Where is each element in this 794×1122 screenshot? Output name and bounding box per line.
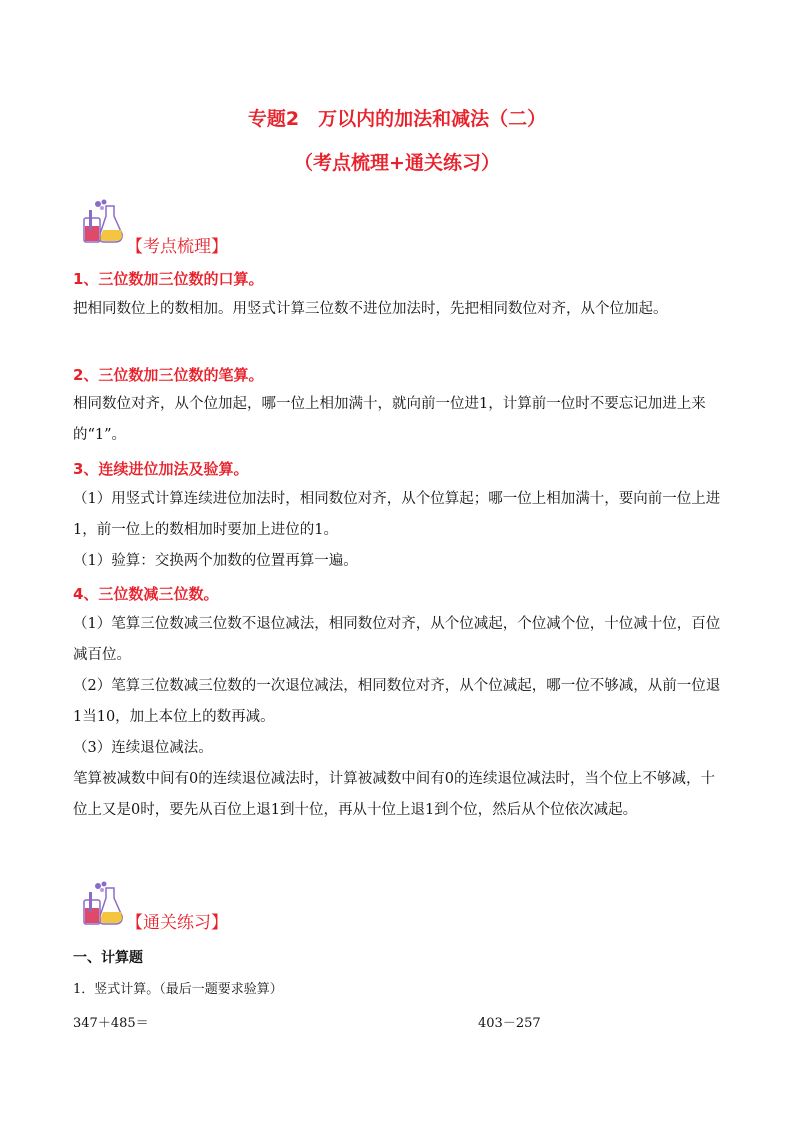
exercise-problem: 403－257 <box>478 1016 541 1031</box>
point-heading: 3、连续进位加法及验算。 <box>73 460 249 478</box>
lab-flask-icon <box>80 198 124 244</box>
point-text: （1）笔算三位数减三位数不退位减法，相同数位对齐，从个位减起，个位减个位，十位减十位，百位减百位。 <box>73 616 721 663</box>
point-heading: 1、三位数加三位数的口算。 <box>73 270 264 288</box>
point-text: 相同数位对齐，从个位加起，哪一位上相加满十，就向前一位进1，计算前一位时不要忘记加进上来的“1”。 <box>73 396 706 443</box>
exercise-section-heading: 一、计算题 <box>73 950 143 966</box>
section-label-kaodian: 【考点梳理】 <box>126 237 228 257</box>
point-text: 笔算被减数中间有0的连续退位减法时，计算被减数中间有0的连续退位减法时，当个位上不够减，十位上又是0时，要先从百位上退1到十位，再从十位上退1到个位，然后从个位依次减起。 <box>73 771 715 818</box>
section-label-tongguan: 【通关练习】 <box>126 913 228 933</box>
point-heading: 4、三位数减三位数。 <box>73 585 219 603</box>
point-text: （1）验算：交换两个加数的位置再算一遍。 <box>73 553 358 569</box>
page-title: 专题2 万以内的加法和减法（二） <box>247 108 547 130</box>
lab-flask-icon <box>80 880 124 926</box>
exercise-problem: 347＋485＝ <box>73 1016 149 1031</box>
point-heading: 2、三位数加三位数的笔算。 <box>73 366 264 384</box>
point-text: （1）用竖式计算连续进位加法时，相同数位对齐，从个位算起；哪一位上相加满十，要向前一位上进1，前一位上的数相加时要加上进位的1。 <box>73 491 721 538</box>
point-text: 把相同数位上的数相加。用竖式计算三位数不进位加法时，先把相同数位对齐，从个位加起。 <box>73 301 668 317</box>
point-text: （3）连续退位减法。 <box>73 740 213 756</box>
exercise-question: 1．竖式计算。（最后一题要求验算） <box>73 982 283 997</box>
point-text: （2）笔算三位数减三位数的一次退位减法，相同数位对齐，从个位减起，哪一位不够减，从前一位退1当10，加上本位上的数再减。 <box>73 678 721 725</box>
page-subtitle: （考点梳理+通关练习） <box>294 152 500 174</box>
